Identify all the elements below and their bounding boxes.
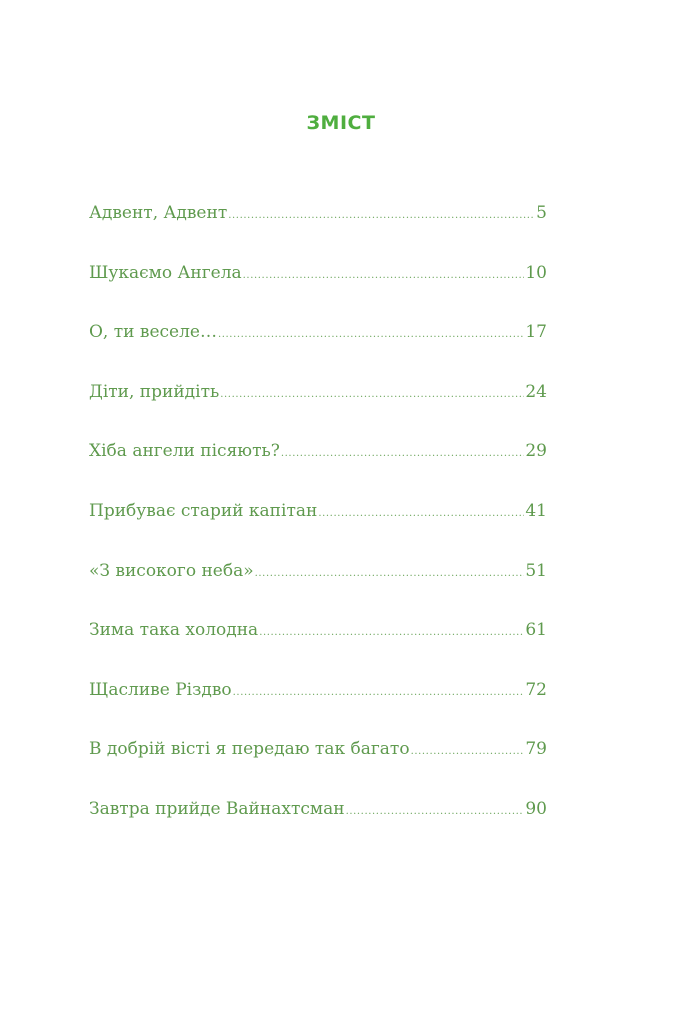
toc-entry-title: Зима така холодна <box>89 620 259 641</box>
toc-entry[interactable] <box>89 556 547 616</box>
toc-entry[interactable] <box>89 258 547 318</box>
toc-entry-page: 17 <box>525 322 547 343</box>
toc-entry-title: Щасливе Різдво <box>89 679 232 700</box>
table-of-contents <box>89 198 547 854</box>
toc-entry-page: 29 <box>525 441 547 462</box>
dot-leader <box>411 737 525 767</box>
toc-entry[interactable] <box>89 794 547 854</box>
toc-entry[interactable] <box>89 734 547 794</box>
toc-entry-page: 5 <box>536 203 547 223</box>
dot-leader <box>218 320 524 350</box>
toc-entry-title: «З високого неба» <box>89 560 254 581</box>
dot-leader <box>318 499 524 529</box>
dot-leader <box>228 201 535 231</box>
toc-entry-title: Діти, прийдіть <box>89 381 220 402</box>
toc-entry[interactable] <box>89 436 547 496</box>
toc-entry[interactable] <box>89 615 547 675</box>
toc-entry-page: 51 <box>525 560 547 581</box>
toc-entry[interactable] <box>89 496 547 556</box>
dot-leader <box>220 380 524 410</box>
toc-entry-page: 41 <box>525 500 547 521</box>
toc-entry-page: 61 <box>525 620 547 641</box>
toc-entry-page: 79 <box>525 739 547 760</box>
toc-entry-title: Шукаємо Ангела <box>89 262 242 283</box>
toc-entry-title: В добрій вісті я передаю так багато <box>89 739 410 760</box>
contents-heading: ЗМІСТ <box>306 112 376 134</box>
toc-entry-title: О, ти веселе… <box>89 322 217 343</box>
toc-entry-title: Адвент, Адвент <box>89 203 228 223</box>
toc-entry-title: Завтра прийде Вайнахтсман <box>89 798 345 819</box>
toc-entry[interactable] <box>89 317 547 377</box>
dot-leader <box>243 261 525 291</box>
toc-entry-title: Хіба ангели пісяють? <box>89 441 280 462</box>
toc-entry-page: 24 <box>525 381 547 402</box>
dot-leader <box>259 618 524 648</box>
toc-entry-page: 10 <box>525 262 547 283</box>
dot-leader <box>255 559 525 589</box>
dot-leader <box>346 797 525 827</box>
toc-entry[interactable] <box>89 198 547 258</box>
dot-leader <box>281 439 524 469</box>
dot-leader <box>233 678 525 708</box>
toc-entry[interactable] <box>89 675 547 735</box>
toc-entry[interactable] <box>89 377 547 437</box>
toc-entry-page: 72 <box>525 679 547 700</box>
toc-entry-title: Прибуває старий капітан <box>89 500 318 521</box>
toc-entry-page: 90 <box>525 798 547 819</box>
